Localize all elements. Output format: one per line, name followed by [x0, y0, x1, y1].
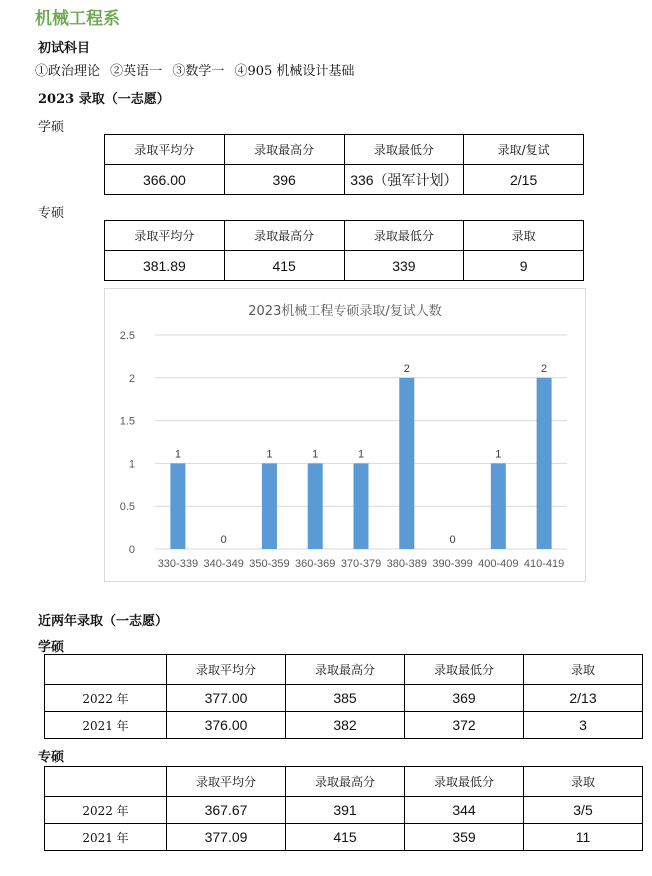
subject-item: ②英语一 [110, 64, 163, 79]
subject-item: ①政治理论 [35, 64, 101, 79]
table-header: 录取最低分 [405, 655, 524, 685]
admission-2023-heading: 2023 录取（一志愿） [38, 92, 170, 107]
x-tick-label: 390-399 [432, 558, 473, 570]
bar [308, 463, 323, 549]
table-row [45, 685, 643, 712]
bar [354, 463, 369, 549]
data-label: 2 [541, 362, 548, 375]
table-cell: 9 [464, 251, 584, 281]
table-cell: 415 [224, 251, 344, 281]
table-row [45, 824, 643, 851]
subject-item: ③数学一 [172, 64, 225, 79]
year-cell: 2022 年 [45, 685, 167, 712]
table-header [45, 767, 167, 797]
y-tick-label: 0.5 [119, 501, 135, 514]
data-label: 1 [266, 448, 273, 461]
professional-recent-table [44, 766, 643, 851]
y-tick-label: 2.5 [119, 330, 135, 342]
table-cell: 369 [405, 685, 524, 712]
table-cell: 344 [405, 797, 524, 824]
table-header [45, 655, 167, 685]
year-cell: 2022 年 [45, 797, 167, 824]
year-cell: 2021 年 [45, 712, 167, 739]
table-cell: 2/15 [464, 165, 584, 195]
x-tick-label: 330-339 [157, 558, 199, 570]
department-title: 机械工程系 [35, 9, 120, 29]
admission-count-chart [105, 289, 585, 581]
recent-years-heading: 近两年录取（一志愿） [38, 614, 169, 629]
data-label: 1 [357, 448, 365, 461]
table-header: 录取平均分 [167, 767, 286, 797]
x-tick-label: 410-419 [523, 558, 565, 570]
professional-2023-table [104, 220, 584, 281]
table-header: 录取最低分 [344, 221, 464, 251]
professional-recent-label: 专硕 [38, 750, 65, 765]
year-cell: 2021 年 [45, 824, 167, 851]
exam-subjects-heading: 初试科目 [38, 41, 91, 56]
table-header: 录取 [524, 655, 643, 685]
table-cell: 3/5 [524, 797, 643, 824]
table-header: 录取平均分 [167, 655, 286, 685]
subject-item: ④905 机械设计基础 [234, 64, 355, 79]
table-cell: 366.00 [105, 165, 225, 195]
table-header: 录取最高分 [224, 221, 344, 251]
table-cell: 415 [286, 824, 405, 851]
data-label: 1 [174, 448, 181, 461]
table-cell: 339 [344, 251, 464, 281]
table-cell: 3 [524, 712, 643, 739]
table-header: 录取/复试 [464, 135, 584, 165]
academic-recent-label: 学硕 [38, 640, 65, 655]
academic-2023-table [104, 134, 584, 195]
x-tick-label: 380-389 [386, 558, 427, 570]
table-header: 录取最高分 [224, 135, 344, 165]
table-header: 录取 [464, 221, 584, 251]
table-cell: 376.00 [167, 712, 286, 739]
table-header: 录取平均分 [105, 135, 225, 165]
table-cell: 359 [405, 824, 524, 851]
table-cell: 2/13 [524, 685, 643, 712]
table-cell: 377.09 [167, 824, 286, 851]
table-cell: 381.89 [105, 251, 225, 281]
table-row [45, 712, 643, 739]
table-header: 录取最低分 [405, 767, 524, 797]
table-header: 录取最高分 [286, 655, 405, 685]
y-tick-label: 0 [128, 544, 135, 556]
x-tick-label: 350-359 [249, 558, 290, 570]
table-cell: 11 [524, 824, 643, 851]
table-row [45, 797, 643, 824]
table-cell: 382 [286, 712, 405, 739]
exam-subjects-list [35, 60, 360, 79]
data-label: 2 [403, 362, 410, 375]
chart-container [104, 288, 586, 582]
table-header: 录取最高分 [286, 767, 405, 797]
table-cell: 391 [286, 797, 405, 824]
chart-title: 2023机械工程专硕录取/复试人数 [248, 304, 442, 319]
x-tick-label: 340-349 [203, 558, 244, 570]
table-header: 录取 [524, 767, 643, 797]
y-tick-label: 2 [128, 372, 135, 385]
table-cell: 336（强军计划） [344, 165, 464, 195]
table-header: 录取最低分 [344, 135, 464, 165]
data-label: 0 [449, 534, 456, 546]
bar [399, 378, 414, 549]
bar [262, 463, 277, 549]
professional-2023-label: 专硕 [38, 206, 65, 221]
academic-2023-label: 学硕 [38, 120, 65, 135]
table-cell: 377.00 [167, 685, 286, 712]
x-tick-label: 400-409 [478, 558, 519, 570]
table-cell: 385 [286, 685, 405, 712]
x-tick-label: 360-369 [295, 558, 336, 570]
table-cell: 372 [405, 712, 524, 739]
y-tick-label: 1 [128, 458, 135, 471]
table-header: 录取平均分 [105, 221, 225, 251]
x-tick-label: 370-379 [340, 558, 382, 570]
bar [537, 378, 552, 549]
bar [491, 463, 506, 549]
data-label: 1 [495, 448, 502, 461]
bar [170, 463, 185, 549]
table-cell: 367.67 [167, 797, 286, 824]
academic-recent-table [44, 654, 643, 739]
data-label: 0 [220, 534, 227, 546]
data-label: 1 [312, 448, 319, 461]
y-tick-label: 1.5 [119, 415, 135, 428]
table-cell: 396 [224, 165, 344, 195]
